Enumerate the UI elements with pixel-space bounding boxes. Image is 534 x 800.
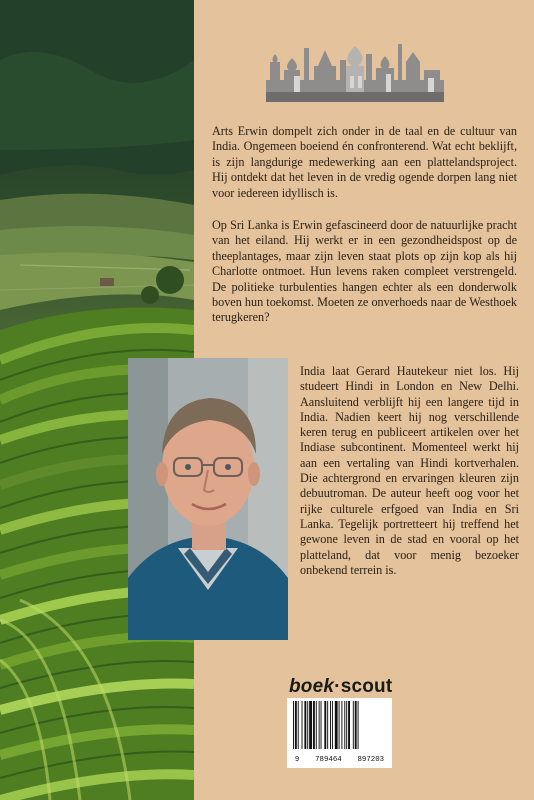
author-portrait-photo	[128, 358, 288, 640]
publisher-separator: ·	[334, 676, 341, 697]
isbn-barcode	[287, 698, 392, 768]
author-bio: India laat Gerard Hautekeur niet los. Hij studeert Hindi in London en New Delhi. Aansluitend verblijft hij een langere tijd in India. Nadien keert hij nog verschillende keren terug en publiceert artikelen over het Indiase subcontinent. Momenteel werkt hij aan een vertaling van Hindi kortverhalen. Die achtergrond en ervaringen kleuren zijn debuutroman. De auteur heeft oog voor het rijke culturele erfgoed van India en Sri Lanka. Tegelijk portretteert hij treffend het gewone leven in de stad en vooral op het platteland, dat voor menig bezoeker onbekend terrein is.	[300, 364, 519, 577]
blurb-paragraph-2: Op Sri Lanka is Erwin gefascineerd door de natuurlijke pracht van het eiland. Hij werkt er in een gezondheidspost op de theeplantages, maar zijn leven staat plots op zijn kop als hij Charlotte ontmoet. Hun levens raken compleet verstrengeld. De politieke turbulenties hangen echter als een donderwolk boven hun toekomst. Moeten ze onverhoeds naar de Westhoek terugkeren?	[212, 218, 517, 325]
publisher-name-part1: boek	[289, 676, 335, 697]
blurb-paragraph-1: Arts Erwin dompelt zich onder in de taal en de cultuur van India. Ongemeen boeiend én confronterend. Wat echt beklijft, is zijn langdurige medewerking aan een plattelandsproject. Hij ontdekt dat het leven in de vredig ogende dorpen lang niet voor iedereen idyllisch is.	[212, 124, 517, 200]
isbn-number	[287, 756, 392, 764]
isbn-digit-group: 9	[294, 756, 300, 764]
publisher-logo	[289, 676, 392, 698]
isbn-digit-group: 897203	[357, 756, 385, 764]
barcode-bars	[291, 701, 388, 751]
india-skyline-illustration	[266, 40, 444, 102]
isbn-digit-group: 789464	[315, 756, 342, 764]
publisher-name-part2: scout	[340, 676, 393, 697]
